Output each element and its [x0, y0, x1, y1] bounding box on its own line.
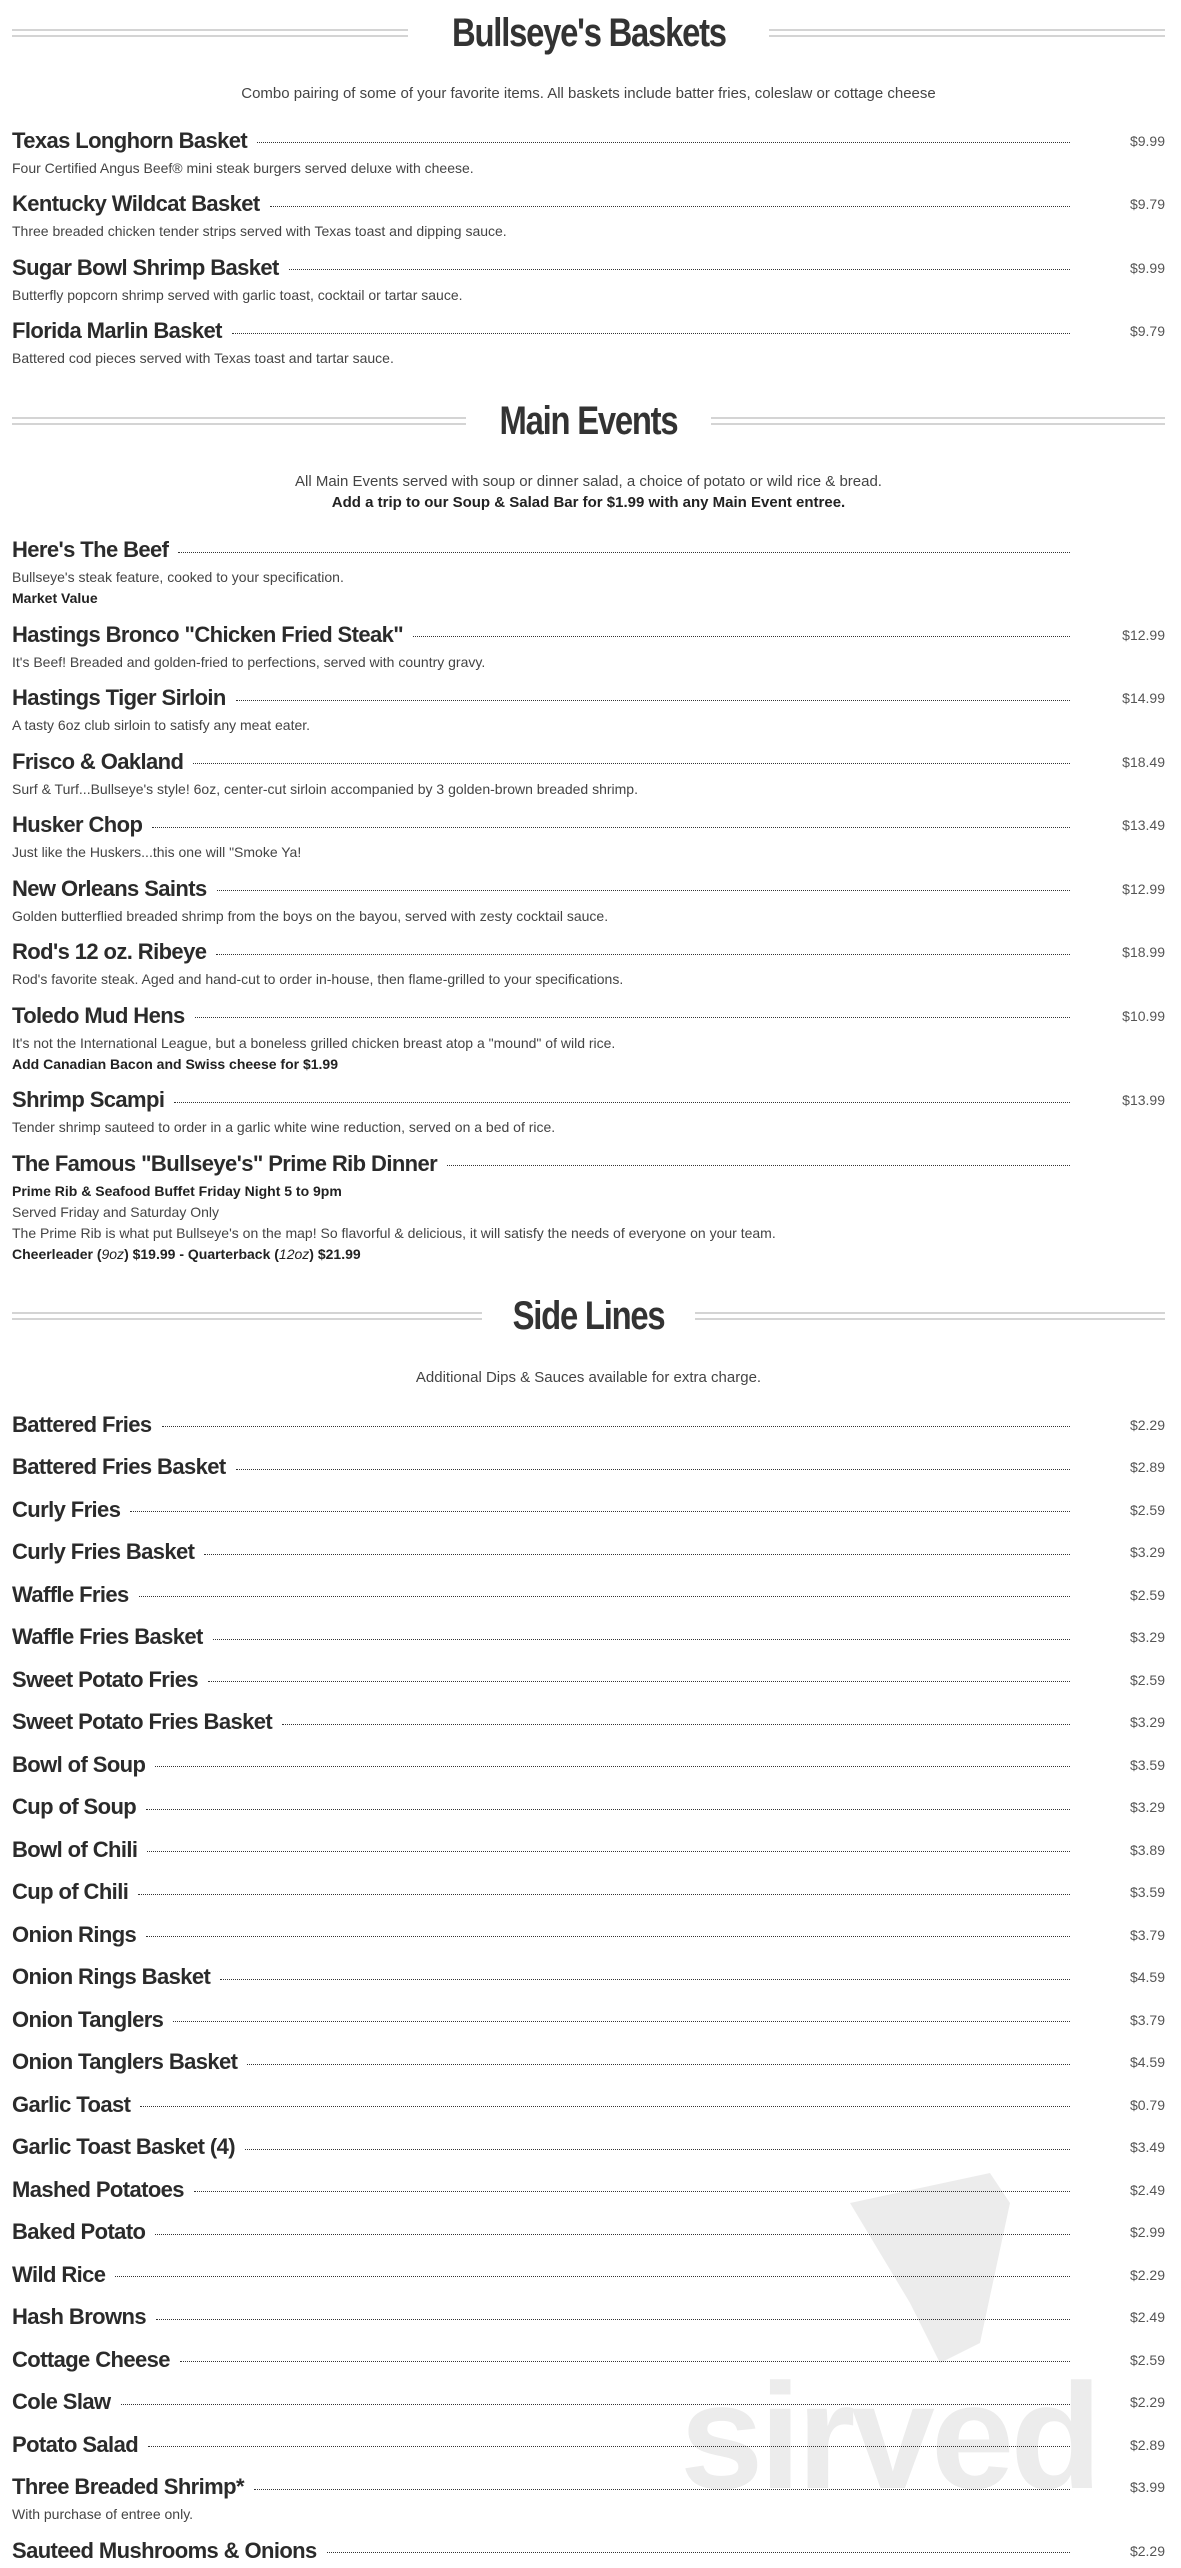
- menu-item-price: $9.79: [1129, 323, 1165, 339]
- menu-item-description: Just like the Huskers...this one will "Smoke Ya!: [12, 844, 302, 860]
- menu-item-price: $3.49: [1129, 2139, 1165, 2155]
- menu-item-name: Husker Chop: [12, 812, 143, 837]
- menu-item-row: [12, 1620, 1165, 1654]
- menu-item-row: [12, 1918, 1165, 1952]
- menu-item-left: [12, 1922, 1070, 1948]
- menu-item-left: [12, 2432, 1070, 2458]
- dot-leader: [146, 1809, 1070, 1810]
- menu-item: [12, 1748, 1165, 1782]
- dot-leader: [216, 954, 1070, 955]
- menu-item-row: [12, 1705, 1165, 1739]
- menu-item-left: [12, 2304, 1070, 2330]
- menu-item-price: $2.49: [1129, 2309, 1165, 2325]
- size-a: 9oz: [101, 1245, 125, 1262]
- menu-item-row: [12, 2300, 1165, 2334]
- menu-item-description: Battered cod pieces served with Texas toast and tartar sauce.: [12, 350, 394, 366]
- menu-item-left: [12, 2347, 1070, 2373]
- menu-item-left: [12, 2219, 1070, 2245]
- menu-item-name: Kentucky Wildcat Basket: [12, 191, 260, 216]
- menu-item-row: [12, 1493, 1165, 1527]
- menu-item-left: [12, 2049, 1070, 2075]
- section-title: Bullseye's Baskets: [451, 11, 726, 55]
- menu-item-row: [12, 681, 1165, 715]
- menu-item-left: [12, 812, 1070, 838]
- menu-item: [12, 618, 1165, 673]
- menu-item-description: Golden butterflied breaded shrimp from the boys on the bayou, served with zesty cocktail sauce.: [12, 907, 609, 924]
- dot-leader: [193, 763, 1070, 764]
- menu-item-left: [12, 1412, 1070, 1438]
- menu-item-name: Florida Marlin Basket: [12, 318, 222, 343]
- size-label-a: Cheerleader (: [12, 1245, 102, 1262]
- menu-item-name: Curly Fries: [12, 1496, 121, 1522]
- menu-item-price: $2.59: [1129, 2351, 1165, 2368]
- menu-item-description: Surf & Turf...Bullseye's style! 6oz, center-cut sirloin accompanied by 3 golden-brown breaded shrimp.: [12, 780, 638, 797]
- menu-item: [12, 1833, 1165, 1867]
- menu-item-price: $18.49: [1122, 753, 1165, 770]
- menu-item-note: Market Value: [12, 590, 98, 606]
- menu-item-row: [12, 2428, 1165, 2462]
- menu-item: [12, 1147, 1165, 1265]
- dot-leader: [155, 1766, 1070, 1767]
- menu-item-left: [12, 749, 1070, 775]
- menu-item-name: Shrimp Scampi: [12, 1087, 165, 1112]
- dot-leader: [220, 1979, 1070, 1980]
- dot-leader: [194, 2191, 1070, 2192]
- menu-item-description: Four Certified Angus Beef® mini steak burgers served deluxe with cheese.: [12, 159, 474, 176]
- menu-item-left: [12, 191, 1070, 217]
- menu-item-name: New Orleans Saints: [12, 875, 207, 901]
- menu-item-row: [12, 808, 1165, 842]
- menu-item-row: [12, 935, 1165, 969]
- menu-item-description: The Prime Rib is what put Bullseye's on the map! So flavorful & delicious, it will satisfy the needs of everyone on your team.: [12, 1224, 776, 1241]
- menu-item-name: The Famous "Bullseye's" Prime Rib Dinner: [12, 1150, 438, 1176]
- menu-item-price: $3.59: [1129, 1884, 1165, 1900]
- menu-item-name: Battered Fries Basket: [12, 1454, 226, 1479]
- menu-item-price: $13.99: [1122, 1092, 1165, 1108]
- menu-item-price: $2.59: [1129, 1671, 1165, 1688]
- menu-item: [12, 251, 1165, 306]
- menu-item-list: [12, 124, 1165, 370]
- divider-left: [12, 1312, 482, 1320]
- menu-item-row: [12, 2173, 1165, 2207]
- menu-item-price: $2.59: [1129, 1501, 1165, 1518]
- menu-item-left: [12, 1497, 1070, 1523]
- dot-leader: [155, 2234, 1070, 2235]
- menu-item: [12, 1918, 1165, 1952]
- menu-item-name: Garlic Toast Basket (4): [12, 2134, 235, 2159]
- menu-item-row: [12, 1833, 1165, 1867]
- menu-item-note: Add Canadian Bacon and Swiss cheese for $1.99: [12, 1055, 338, 1072]
- dot-leader: [115, 2276, 1070, 2277]
- menu-item-description: Bullseye's steak feature, cooked to your specification.: [12, 569, 344, 585]
- intro-highlight: Add a trip to our Soup & Salad Bar for $1.99 with any Main Event entree.: [331, 494, 846, 511]
- dot-leader: [140, 2106, 1070, 2107]
- menu-item-left: [12, 1794, 1070, 1820]
- menu-item-row: [12, 1790, 1165, 1824]
- menu-item: [12, 2428, 1165, 2462]
- menu-item-name: Hash Browns: [12, 2304, 146, 2329]
- menu-item-row: [12, 2385, 1165, 2419]
- menu-item: [12, 1790, 1165, 1824]
- menu-item-name: Bowl of Chili: [12, 1836, 138, 1862]
- menu-item-row: [12, 2003, 1165, 2037]
- menu-item-price: $13.49: [1122, 817, 1165, 833]
- menu-item-name: Sauteed Mushrooms & Onions: [12, 2537, 317, 2563]
- menu-item-price: $10.99: [1122, 1007, 1165, 1024]
- section-intro: [12, 1367, 1165, 1388]
- menu-item-row: [12, 1960, 1165, 1994]
- divider-left: [12, 417, 466, 425]
- menu-item-name: Three Breaded Shrimp*: [12, 2474, 244, 2499]
- menu-page: [0, 3, 1181, 2568]
- menu-item-price: $2.29: [1129, 2394, 1165, 2410]
- menu-item-left: [12, 939, 1070, 965]
- menu-item-name: Sugar Bowl Shrimp Basket: [12, 254, 279, 280]
- menu-item-name: Toledo Mud Hens: [12, 1002, 185, 1028]
- menu-item-name: Onion Tanglers Basket: [12, 2049, 238, 2074]
- dot-leader: [152, 827, 1070, 828]
- menu-item-price: $14.99: [1122, 690, 1165, 706]
- menu-item-name: Here's The Beef: [12, 537, 169, 562]
- section-title: Side Lines: [512, 1294, 665, 1338]
- menu-item-description: It's not the International League, but a boneless grilled chicken breast atop a "mound" of wild rice.: [12, 1034, 616, 1051]
- dot-leader: [162, 1426, 1070, 1427]
- menu-item-name: Potato Salad: [12, 2431, 139, 2457]
- menu-item-list: [12, 533, 1165, 1265]
- dot-leader: [121, 2404, 1070, 2405]
- menu-item-row: [12, 1147, 1165, 1181]
- menu-item-price: $3.89: [1129, 1841, 1165, 1858]
- dot-leader: [232, 333, 1070, 334]
- menu-item-price: $3.79: [1129, 2011, 1165, 2028]
- menu-item: [12, 1875, 1165, 1909]
- menu-item: [12, 1663, 1165, 1697]
- menu-item-price: $2.49: [1129, 2181, 1165, 2198]
- menu-item: [12, 1450, 1165, 1484]
- menu-item: [12, 1083, 1165, 1138]
- menu-item-name: Frisco & Oakland: [12, 748, 184, 774]
- dot-leader: [204, 1554, 1070, 1555]
- menu-item-left: [12, 255, 1070, 281]
- menu-item-left: [12, 1624, 1070, 1650]
- menu-item-price: $3.29: [1129, 1544, 1165, 1560]
- menu-item-row: [12, 872, 1165, 906]
- menu-item-description: It's Beef! Breaded and golden-fried to perfections, served with country gravy.: [12, 653, 486, 670]
- menu-section: [12, 3, 1165, 369]
- menu-item-left: [12, 1752, 1070, 1778]
- menu-item-left: [12, 1151, 1070, 1177]
- dot-leader: [173, 2021, 1070, 2022]
- menu-item-price: $2.29: [1129, 2542, 1165, 2559]
- menu-item-row: [12, 314, 1165, 348]
- menu-item-description: With purchase of entree only.: [12, 2506, 194, 2522]
- menu-item: [12, 999, 1165, 1075]
- menu-item-price: $3.59: [1129, 1756, 1165, 1773]
- menu-item-left: [12, 2092, 1070, 2118]
- dot-leader: [213, 1639, 1070, 1640]
- menu-item: [12, 745, 1165, 800]
- menu-item-row: [12, 2045, 1165, 2079]
- menu-item-price: $3.99: [1129, 2479, 1165, 2495]
- menu-item-name: Onion Rings: [12, 1921, 137, 1947]
- menu-item-left: [12, 2177, 1070, 2203]
- dot-leader: [254, 2489, 1070, 2490]
- menu-item-row: [12, 2534, 1165, 2568]
- menu-item-name: Wild Rice: [12, 2261, 106, 2287]
- menu-item: [12, 2258, 1165, 2292]
- menu-item-row: [12, 1875, 1165, 1909]
- menu-item-name: Bowl of Soup: [12, 1751, 146, 1777]
- menu-section: [12, 1286, 1165, 2568]
- menu-item-row: [12, 1450, 1165, 1484]
- menu-item: [12, 681, 1165, 736]
- section-title: Main Events: [499, 398, 678, 443]
- dot-leader: [138, 1894, 1070, 1895]
- menu-item-description: Served Friday and Saturday Only: [12, 1203, 219, 1220]
- menu-item-left: [12, 1709, 1070, 1735]
- sirved-watermark: sirved: [670, 2143, 1170, 2523]
- menu-item-row: [12, 124, 1165, 158]
- menu-item-left: [12, 537, 1070, 563]
- menu-item: [12, 2215, 1165, 2249]
- dot-leader: [178, 552, 1070, 553]
- section-header: [12, 391, 1165, 451]
- menu-item-name: Waffle Fries Basket: [12, 1624, 203, 1649]
- dot-leader: [195, 1017, 1070, 1018]
- menu-item: [12, 1535, 1165, 1569]
- menu-section: [12, 391, 1165, 1265]
- menu-item: [12, 2300, 1165, 2334]
- menu-item-description: Rod's favorite steak. Aged and hand-cut to order in-house, then flame-grilled to your specifications.: [12, 971, 624, 987]
- menu-item-left: [12, 2389, 1070, 2415]
- menu-item-price: $12.99: [1122, 626, 1165, 643]
- menu-item-price: $2.29: [1129, 1416, 1165, 1433]
- dot-leader: [282, 1724, 1070, 1725]
- menu-item-row: [12, 533, 1165, 567]
- section-header: [12, 1286, 1165, 1346]
- dot-leader: [289, 269, 1070, 270]
- menu-item: [12, 314, 1165, 369]
- menu-item-row: [12, 2258, 1165, 2292]
- menu-item: [12, 1620, 1165, 1654]
- menu-item-row: [12, 1663, 1165, 1697]
- menu-item-description: Three breaded chicken tender strips served with Texas toast and dipping sauce.: [12, 223, 507, 239]
- menu-item-name: Curly Fries Basket: [12, 1539, 195, 1564]
- menu-item-name: Texas Longhorn Basket: [12, 127, 248, 153]
- menu-item-left: [12, 1582, 1070, 1608]
- menu-item-row: [12, 2343, 1165, 2377]
- menu-item: [12, 1493, 1165, 1527]
- menu-item-price: $4.59: [1129, 2054, 1165, 2070]
- menu-item-price: $2.89: [1129, 1459, 1165, 1475]
- dot-leader: [413, 636, 1070, 637]
- menu-item-left: [12, 2007, 1070, 2033]
- menu-item-price: $3.29: [1129, 1629, 1165, 1645]
- dot-leader: [327, 2552, 1070, 2553]
- menu-item-name: Garlic Toast: [12, 2091, 131, 2117]
- divider-left: [12, 29, 408, 37]
- menu-item-name: Battered Fries: [12, 1411, 152, 1437]
- menu-item: [12, 1578, 1165, 1612]
- dot-leader: [156, 2319, 1070, 2320]
- dot-leader: [139, 1596, 1070, 1597]
- menu-item-description: Tender shrimp sauteed to order in a garlic white wine reduction, served on a bed of rice.: [12, 1119, 556, 1135]
- menu-item-price: $9.99: [1129, 132, 1165, 149]
- menu-item-name: Onion Tanglers: [12, 2006, 164, 2032]
- menu-item-left: [12, 1539, 1070, 1565]
- menu-item-left: [12, 1003, 1070, 1029]
- menu-item-left: [12, 622, 1070, 648]
- menu-item-price: $12.99: [1122, 880, 1165, 897]
- intro-line: All Main Events served with soup or dinner salad, a choice of potato or wild rice & bread.: [295, 473, 882, 490]
- menu-item: [12, 2385, 1165, 2419]
- dot-leader: [147, 1851, 1070, 1852]
- menu-item: [12, 2343, 1165, 2377]
- dot-leader: [146, 1936, 1070, 1937]
- menu-item-row: [12, 1535, 1165, 1569]
- menu-item-name: Onion Rings Basket: [12, 1964, 211, 1989]
- menu-item-row: [12, 999, 1165, 1033]
- dot-leader: [217, 890, 1070, 891]
- menu-item-name: Sweet Potato Fries: [12, 1666, 199, 1692]
- dot-leader: [148, 2446, 1070, 2447]
- menu-item-description: A tasty 6oz club sirloin to satisfy any meat eater.: [12, 717, 311, 733]
- menu-item-left: [12, 128, 1070, 154]
- menu-item-name: Cottage Cheese: [12, 2346, 170, 2372]
- size-b: 12oz: [278, 1245, 310, 1262]
- menu-item-left: [12, 1454, 1070, 1480]
- dot-leader: [174, 1102, 1070, 1103]
- menu-item-left: [12, 1087, 1070, 1113]
- menu-item-row: [12, 187, 1165, 221]
- menu-item-row: [12, 2088, 1165, 2122]
- menu-item-price: $3.29: [1129, 1799, 1165, 1815]
- menu-item: [12, 2173, 1165, 2207]
- menu-item-name: Cup of Chili: [12, 1879, 129, 1904]
- menu-item-name: Waffle Fries: [12, 1581, 129, 1607]
- menu-item-price: $3.29: [1129, 1714, 1165, 1730]
- menu-item-row: [12, 745, 1165, 779]
- intro-line: Additional Dips & Sauces available for extra charge.: [415, 1368, 762, 1386]
- menu-item: [12, 1960, 1165, 1994]
- menu-item-name: Cole Slaw: [12, 2389, 111, 2414]
- menu-item: [12, 533, 1165, 609]
- menu-item-left: [12, 2134, 1070, 2160]
- divider-right: [695, 1312, 1165, 1320]
- menu-item-row: [12, 1748, 1165, 1782]
- menu-item: [12, 1408, 1165, 1442]
- menu-item-row: [12, 251, 1165, 285]
- menu-item-name: Cup of Soup: [12, 1794, 137, 1819]
- dot-leader: [247, 2064, 1070, 2065]
- menu-item-left: [12, 1837, 1070, 1863]
- menu-item-highlight: Prime Rib & Seafood Buffet Friday Night 5 to 9pm: [12, 1182, 342, 1199]
- dot-leader: [180, 2361, 1070, 2362]
- menu-item-name: Mashed Potatoes: [12, 2176, 184, 2202]
- menu-item-left: [12, 318, 1070, 344]
- menu-item-left: [12, 2262, 1070, 2288]
- menu-item-name: Baked Potato: [12, 2219, 146, 2244]
- menu-item: [12, 2130, 1165, 2164]
- menu-item-row: [12, 2130, 1165, 2164]
- section-intro: [12, 471, 1165, 513]
- menu-item: [12, 935, 1165, 990]
- dot-leader: [257, 142, 1070, 143]
- menu-item-name: Hastings Bronco "Chicken Fried Steak": [12, 621, 404, 647]
- menu-item-left: [12, 2538, 1070, 2564]
- menu-item-list: [12, 1408, 1165, 2568]
- intro-line: Combo pairing of some of your favorite items. All baskets include batter fries, coleslaw or cottage cheese: [241, 84, 936, 102]
- menu-item-left: [12, 1667, 1070, 1693]
- dot-leader: [236, 700, 1070, 701]
- menu-item: [12, 124, 1165, 179]
- dot-leader: [447, 1165, 1070, 1166]
- menu-item-row: [12, 2215, 1165, 2249]
- menu-item: [12, 2088, 1165, 2122]
- menu-item: [12, 2470, 1165, 2525]
- menu-item-left: [12, 685, 1070, 711]
- menu-item-price: $4.59: [1129, 1969, 1165, 1985]
- menu-item-name: Rod's 12 oz. Ribeye: [12, 939, 207, 964]
- menu-item-row: [12, 1083, 1165, 1117]
- menu-item-name: Sweet Potato Fries Basket: [12, 1709, 273, 1734]
- dot-leader: [245, 2149, 1070, 2150]
- divider-right: [769, 29, 1165, 37]
- section-header: [12, 3, 1165, 63]
- menu-item-description: Butterfly popcorn shrimp served with garlic toast, cocktail or tartar sauce.: [12, 286, 463, 303]
- menu-item: [12, 187, 1165, 242]
- menu-item-price: $2.99: [1129, 2224, 1165, 2240]
- menu-item: [12, 2003, 1165, 2037]
- menu-item-price: $0.79: [1129, 2096, 1165, 2113]
- menu-item: [12, 2045, 1165, 2079]
- menu-item-row: [12, 2470, 1165, 2504]
- menu-item-price: $2.89: [1129, 2436, 1165, 2453]
- menu-item-left: [12, 1964, 1070, 1990]
- menu-item-row: [12, 618, 1165, 652]
- dot-leader: [270, 206, 1070, 207]
- menu-item-left: [12, 876, 1070, 902]
- dot-leader: [130, 1511, 1070, 1512]
- menu-item-price: $9.99: [1129, 259, 1165, 276]
- prime-rib-sizes: [12, 1244, 1165, 1265]
- menu-item-row: [12, 1578, 1165, 1612]
- menu-item: [12, 808, 1165, 863]
- dot-leader: [208, 1681, 1070, 1682]
- menu-item-left: [12, 1879, 1070, 1905]
- size-price-a: ) $19.99 - Quarterback (: [124, 1245, 279, 1262]
- menu-item-price: $2.29: [1129, 2266, 1165, 2283]
- menu-item-price: $2.59: [1129, 1586, 1165, 1603]
- menu-item: [12, 2534, 1165, 2568]
- menu-item-price: $18.99: [1122, 944, 1165, 960]
- size-price-b: ) $21.99: [309, 1245, 361, 1262]
- menu-item-left: [12, 2474, 1070, 2500]
- menu-item: [12, 872, 1165, 927]
- menu-item: [12, 1705, 1165, 1739]
- menu-item-name: Hastings Tiger Sirloin: [12, 685, 226, 710]
- section-intro: [12, 83, 1165, 104]
- divider-right: [711, 417, 1165, 425]
- menu-item-row: [12, 1408, 1165, 1442]
- menu-item-price: $3.79: [1129, 1926, 1165, 1943]
- menu-item-price: $9.79: [1129, 196, 1165, 212]
- dot-leader: [236, 1469, 1070, 1470]
